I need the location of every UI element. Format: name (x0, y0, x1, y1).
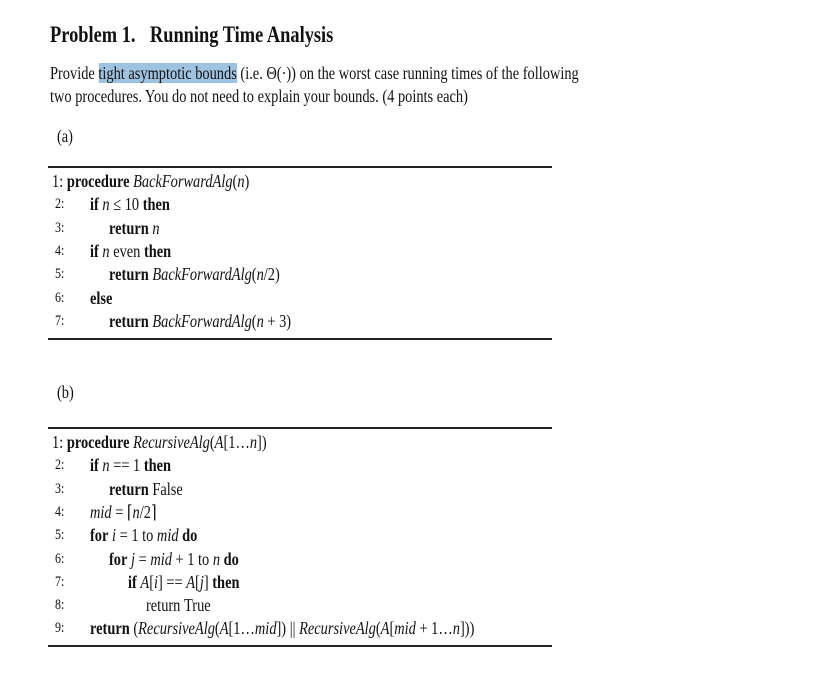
line-number: 1: (52, 432, 67, 452)
code-token: ( (214, 618, 220, 639)
code-token: ( (251, 264, 257, 285)
code-token: j (130, 548, 135, 569)
line-number: 3: (55, 219, 65, 236)
code-token: n (256, 310, 264, 331)
intro-line-1 (50, 63, 579, 83)
line-number: 2: (55, 457, 65, 474)
code-line (90, 241, 171, 261)
code-token: /2) (263, 264, 280, 285)
code-token: ( (251, 310, 257, 331)
code-token: ( (375, 618, 381, 639)
code-token: mid (254, 618, 277, 639)
code-token: n (452, 618, 460, 639)
line-number: 4: (55, 242, 65, 259)
code-token: + 1 to (171, 548, 213, 569)
code-token: [ (195, 571, 200, 592)
line-number: 8: (55, 597, 65, 614)
code-token: n (102, 455, 110, 476)
line-number: 4: (55, 503, 65, 520)
code-token: i (111, 525, 116, 546)
code-token: even (109, 240, 144, 261)
code-token: n (132, 501, 140, 522)
intro-text: (i.e. Θ(·)) on the worst case running times of the following (236, 63, 579, 83)
code-token: ( (232, 171, 238, 191)
code-token: BackForwardAlg (152, 310, 252, 331)
code-token: A (140, 571, 150, 592)
problem-heading: Running Time Analysis (149, 22, 334, 47)
problem-number: Problem 1. (50, 22, 136, 47)
intro-text: Provide (50, 63, 99, 83)
code-token: A (219, 618, 229, 639)
keyword: for (90, 525, 112, 546)
keyword: then (142, 194, 170, 215)
code-token: i (154, 571, 159, 592)
keyword: do (220, 548, 239, 569)
highlighted-text[interactable]: tight asymptotic bounds (98, 63, 237, 83)
code-token: ) (244, 171, 250, 191)
code-token: return True (146, 595, 211, 616)
keyword: return (109, 310, 153, 331)
code-line (52, 171, 249, 191)
keyword: else (90, 287, 113, 308)
keyword: return (109, 264, 153, 285)
code-token: ]) (257, 432, 267, 452)
part-a-label: (a) (57, 126, 73, 146)
code-line (90, 502, 157, 522)
keyword: procedure (66, 171, 134, 191)
part-b-label: (b) (57, 382, 74, 402)
code-token: ] (203, 571, 213, 592)
code-token: n (212, 548, 221, 569)
code-line (52, 432, 267, 452)
line-number: 3: (55, 480, 65, 497)
code-token: BackForwardAlg (133, 171, 233, 191)
code-line (90, 194, 170, 214)
keyword: return (109, 217, 153, 238)
code-token: mid (156, 525, 179, 546)
code-line (109, 311, 291, 331)
code-token: [1… (228, 618, 255, 639)
code-line (109, 218, 160, 238)
algorithm-top-rule (48, 427, 552, 429)
code-token: = ⌈ (111, 501, 133, 522)
line-number: 6: (55, 289, 65, 306)
code-token: mid (90, 501, 112, 522)
keyword: then (143, 240, 172, 261)
code-line (109, 479, 183, 499)
code-line (90, 288, 112, 308)
keyword: procedure (66, 432, 134, 452)
code-line (109, 264, 280, 284)
code-token: == 1 (109, 455, 144, 476)
algorithm-bottom-rule (48, 645, 552, 647)
code-token: = (135, 548, 151, 569)
keyword: do (178, 525, 198, 546)
keyword: if (128, 571, 141, 592)
line-number: 5: (55, 527, 65, 544)
code-token: n (256, 264, 264, 285)
code-token: RecursiveAlg (299, 618, 376, 639)
code-token: mid (394, 618, 416, 639)
code-line (90, 455, 171, 475)
code-token: ( (133, 618, 139, 639)
line-number: 7: (55, 312, 65, 329)
code-token: [ (389, 618, 395, 639)
code-token: False (152, 478, 183, 499)
code-token: ])) (459, 618, 475, 639)
code-token: n (102, 194, 110, 215)
code-token: A (214, 432, 224, 452)
keyword: then (212, 571, 240, 592)
keyword: if (90, 240, 103, 261)
code-token: ]) || (276, 618, 300, 639)
line-number: 2: (55, 196, 65, 213)
code-token: mid (150, 548, 172, 569)
code-token: = 1 to (116, 525, 157, 546)
code-token: A (380, 618, 390, 639)
code-token: n (237, 171, 245, 191)
algorithm-bottom-rule (48, 338, 552, 340)
line-number: 6: (55, 550, 65, 567)
code-token: A (186, 571, 196, 592)
code-line (128, 572, 239, 592)
code-line (90, 525, 197, 545)
code-token: ≤ 10 (109, 194, 143, 215)
code-token: ( (209, 432, 215, 452)
code-token: + 1… (415, 618, 453, 639)
code-token: n (249, 432, 258, 452)
code-line (146, 595, 211, 615)
code-line (109, 549, 239, 569)
line-number: 1: (52, 171, 67, 191)
keyword: for (109, 548, 131, 569)
line-number: 5: (55, 266, 65, 283)
keyword: return (109, 478, 153, 499)
code-token: RecursiveAlg (138, 618, 215, 639)
code-token: n (152, 217, 160, 238)
code-token: + 3) (263, 310, 292, 331)
code-token: /2⌉ (139, 501, 157, 522)
code-token: ] == (158, 571, 187, 592)
code-token: RecursiveAlg (133, 432, 210, 452)
code-token: [ (149, 571, 154, 592)
keyword: if (90, 194, 103, 215)
keyword: then (143, 455, 172, 476)
keyword: return (90, 618, 134, 639)
line-number: 9: (55, 620, 65, 637)
code-token: BackForwardAlg (152, 264, 252, 285)
intro-line-2: two procedures. You do not need to explain your bounds. (4 points each) (50, 86, 468, 106)
line-number: 7: (55, 573, 65, 590)
code-token: n (102, 240, 110, 261)
algorithm-top-rule (48, 166, 552, 168)
problem-title (50, 22, 348, 48)
code-token: [1… (223, 432, 250, 452)
keyword: if (90, 455, 103, 476)
code-line (90, 618, 474, 638)
code-token: j (199, 571, 204, 592)
